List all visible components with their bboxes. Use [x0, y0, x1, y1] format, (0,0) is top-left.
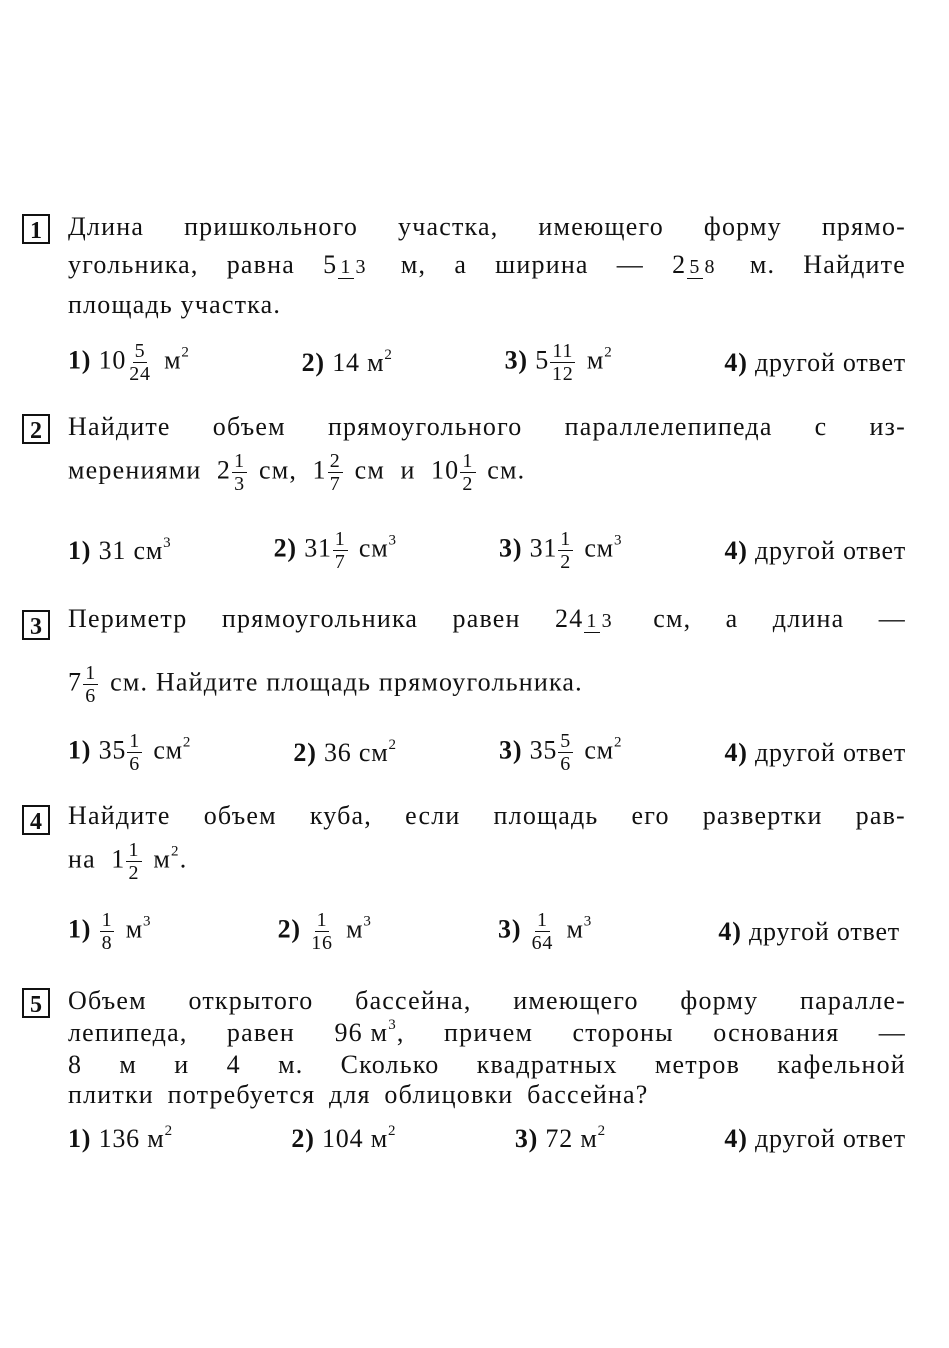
- mixed-number: 2 5 8: [672, 250, 716, 279]
- word: прямо-: [821, 212, 906, 241]
- problem-number-box: 2: [22, 414, 50, 444]
- answer-option-4[interactable]: 4) другой ответ: [724, 737, 906, 767]
- answer-option-3[interactable]: 3) 35 $\frac{5}{6}$ $см^2$: [499, 730, 623, 775]
- problem-number-box: 1: [22, 214, 50, 244]
- statement-line-4: плитки потребуется для облицовки бассейна?: [68, 1080, 649, 1109]
- statement-line-2: лепипеда, равен 96 $м^3$, причем стороны основания —: [68, 1017, 906, 1047]
- word: м.: [749, 250, 776, 279]
- answer-option-2[interactable]: 2) 104 $м^2$: [291, 1123, 397, 1153]
- word: ширина: [495, 250, 589, 279]
- problem-number-box: 4: [22, 805, 50, 835]
- word: —: [616, 250, 644, 279]
- answer-option-4[interactable]: 4) другой ответ: [724, 535, 906, 565]
- word: м,: [400, 250, 427, 279]
- statement-line-3: 8 м и 4 м. Сколько квадратных метров кафельной: [68, 1050, 906, 1079]
- word: участка,: [398, 212, 499, 241]
- answer-option-2[interactable]: 2) 36 $см^2$: [293, 736, 397, 767]
- answer-option-1[interactable]: 1) 10 $\frac{5}{24}$ $м^2$: [68, 340, 190, 385]
- answer-option-1[interactable]: 1) 136 $м^2$: [68, 1123, 173, 1153]
- answer-options: [68, 340, 906, 385]
- word: параллелепипеда: [564, 412, 773, 441]
- problem-number-box: 5: [22, 988, 50, 1018]
- word: Длина: [68, 212, 145, 241]
- answer-option-4[interactable]: 4) другой ответ: [718, 916, 900, 946]
- statement-line-2: 7 $\frac{1}{6}$ см. Найдите площадь прямоугольника.: [68, 662, 583, 707]
- answer-option-3[interactable]: 3) 72 $м^2$: [514, 1123, 606, 1153]
- word: Найдите: [68, 412, 171, 441]
- statement-line-2: [68, 250, 906, 280]
- word: равна: [226, 250, 296, 279]
- answer-option-1[interactable]: 1) 31 $см^3$: [68, 534, 172, 565]
- word: имеющего: [538, 212, 664, 241]
- statement-line-1: [68, 212, 906, 242]
- word: угольника,: [68, 250, 199, 279]
- answer-option-2[interactable]: 2) $\frac{1}{16}$ $м^3$: [277, 909, 372, 954]
- fraction: 1 3: [340, 255, 367, 278]
- word: Найдите: [803, 250, 906, 279]
- answer-option-3[interactable]: 3) $\frac{1}{64}$ $м^3$: [498, 909, 593, 954]
- answer-option-2[interactable]: 2) 14 $м^2$: [301, 346, 393, 377]
- statement-line-1: Периметр прямоугольника равен 24 1 3 см, а длина —: [68, 604, 906, 633]
- answer-options: [68, 909, 900, 954]
- statement-line-1: Найдите объем куба, если площадь его развертки рав-: [68, 801, 906, 830]
- answer-options: [68, 528, 906, 573]
- answer-option-4[interactable]: 4) другой ответ: [724, 347, 906, 377]
- answer-option-2[interactable]: 2) 31 $\frac{1}{7}$ $см^3$: [273, 528, 397, 573]
- answer-option-3[interactable]: 3) 5 $\frac{11}{12}$ $м^2$: [504, 340, 613, 385]
- statement-line-2: мерениями 2 $\frac{1}{3}$ см, 1 $\frac{2}{7}$ см и 10 $\frac{1}{2}$ см.: [68, 450, 526, 495]
- statement-line-3: площадь участка.: [68, 290, 282, 319]
- fraction: 5 8: [689, 255, 716, 278]
- problem-number-box: 3: [22, 610, 50, 640]
- statement-line-1: [68, 412, 906, 442]
- answer-option-1[interactable]: 1) 35 $\frac{1}{6}$ $см^2$: [68, 730, 192, 775]
- answer-options: [68, 730, 906, 775]
- word: из-: [869, 412, 906, 441]
- word: а: [454, 250, 468, 279]
- word: пришкольного: [184, 212, 359, 241]
- answer-options: [68, 1124, 906, 1154]
- word: прямоугольного: [327, 412, 523, 441]
- word: с: [814, 412, 828, 441]
- statement-line-1: Объем открытого бассейна, имеющего форму паралле-: [68, 986, 906, 1015]
- mixed-number: 5 1 3: [323, 250, 367, 279]
- statement-line-2: на 1 $\frac{1}{2}$ $м^2$.: [68, 839, 188, 884]
- answer-option-4[interactable]: 4) другой ответ: [724, 1124, 906, 1153]
- answer-option-3[interactable]: 3) 31 $\frac{1}{2}$ $см^3$: [499, 528, 623, 573]
- word: объем: [212, 412, 286, 441]
- word: форму: [703, 212, 782, 241]
- answer-option-1[interactable]: 1) $\frac{1}{8}$ $м^3$: [68, 909, 152, 954]
